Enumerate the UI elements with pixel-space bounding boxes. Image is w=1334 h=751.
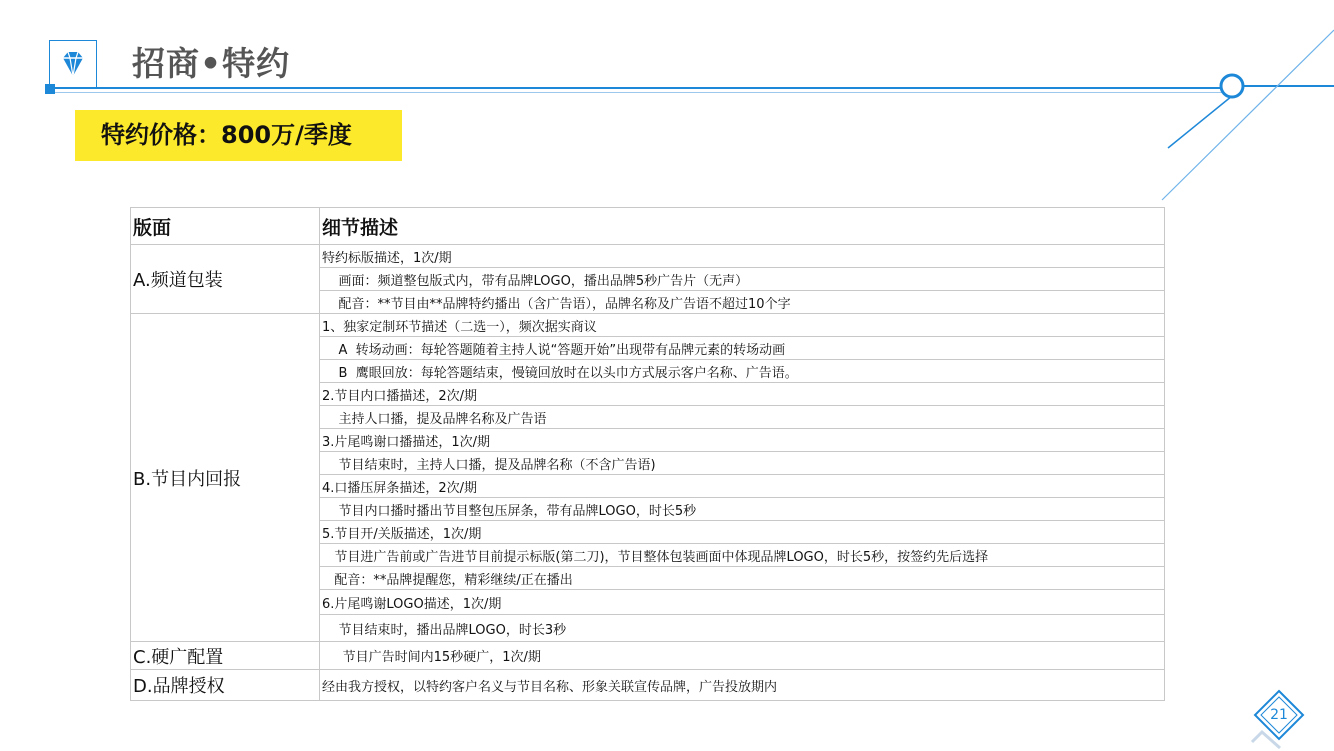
page-number-badge [1252,688,1306,742]
detail-cell: 经由我方授权，以特约客户名义与节目名称、形象关联宣传品牌，广告投放期内 [320,670,1165,701]
header-details: 细节描述 [320,208,1165,245]
page-title: 招商•特约 [132,44,291,83]
category-a: A.频道包装 [131,245,320,314]
spec-table [130,207,1165,701]
category-d: D.品牌授权 [131,670,320,701]
detail-cell: 特约标版描述，1次/期 [320,245,1165,268]
page-number: 21 [1270,707,1288,723]
detail-cell: 6.片尾鸣谢LOGO描述，1次/期 [320,590,1165,615]
detail-cell: 节目结束时，播出品牌LOGO，时长3秒 [320,615,1165,642]
detail-cell: 配音：**品牌提醒您，精彩继续/正在播出 [320,567,1165,590]
detail-cell: 4.口播压屏条描述，2次/期 [320,475,1165,498]
detail-cell: 画面：频道整包版式内，带有品牌LOGO，播出品牌5秒广告片（无声） [320,268,1165,291]
table-row [131,670,1165,701]
detail-cell: B 鹰眼回放：每轮答题结束，慢镜回放时在以头巾方式展示客户名称、广告语。 [320,360,1165,383]
detail-cell: 5.节目开/关版描述，1次/期 [320,521,1165,544]
detail-cell: 节目进广告前或广告进节目前提示标版(第二刀)，节目整体包装画面中体现品牌LOGO，时长5秒，按签约先后选择 [320,544,1165,567]
table-header-row [131,208,1165,245]
detail-cell: A 转场动画：每轮答题随着主持人说“答题开始”出现带有品牌元素的转场动画 [320,337,1165,360]
table-row [131,642,1165,670]
detail-cell: 节目结束时，主持人口播，提及品牌名称（不含广告语) [320,452,1165,475]
detail-cell: 2.节目内口播描述，2次/期 [320,383,1165,406]
detail-cell: 配音：**节目由**品牌特约播出（含广告语），品牌名称及广告语不超过10个字 [320,291,1165,314]
price-banner: 特约价格：800万/季度 [75,110,402,161]
category-c: C.硬广配置 [131,642,320,670]
detail-cell: 1、独家定制环节描述（二选一），频次据实商议 [320,314,1165,337]
table-row [131,314,1165,337]
table-row [131,245,1165,268]
detail-cell: 3.片尾鸣谢口播描述，1次/期 [320,429,1165,452]
detail-cell: 主持人口播，提及品牌名称及广告语 [320,406,1165,429]
detail-cell: 节目内口播时播出节目整包压屏条，带有品牌LOGO，时长5秒 [320,498,1165,521]
header-layout: 版面 [131,208,320,245]
category-b: B.节目内回报 [131,314,320,642]
detail-cell: 节目广告时间内15秒硬广，1次/期 [320,642,1165,670]
